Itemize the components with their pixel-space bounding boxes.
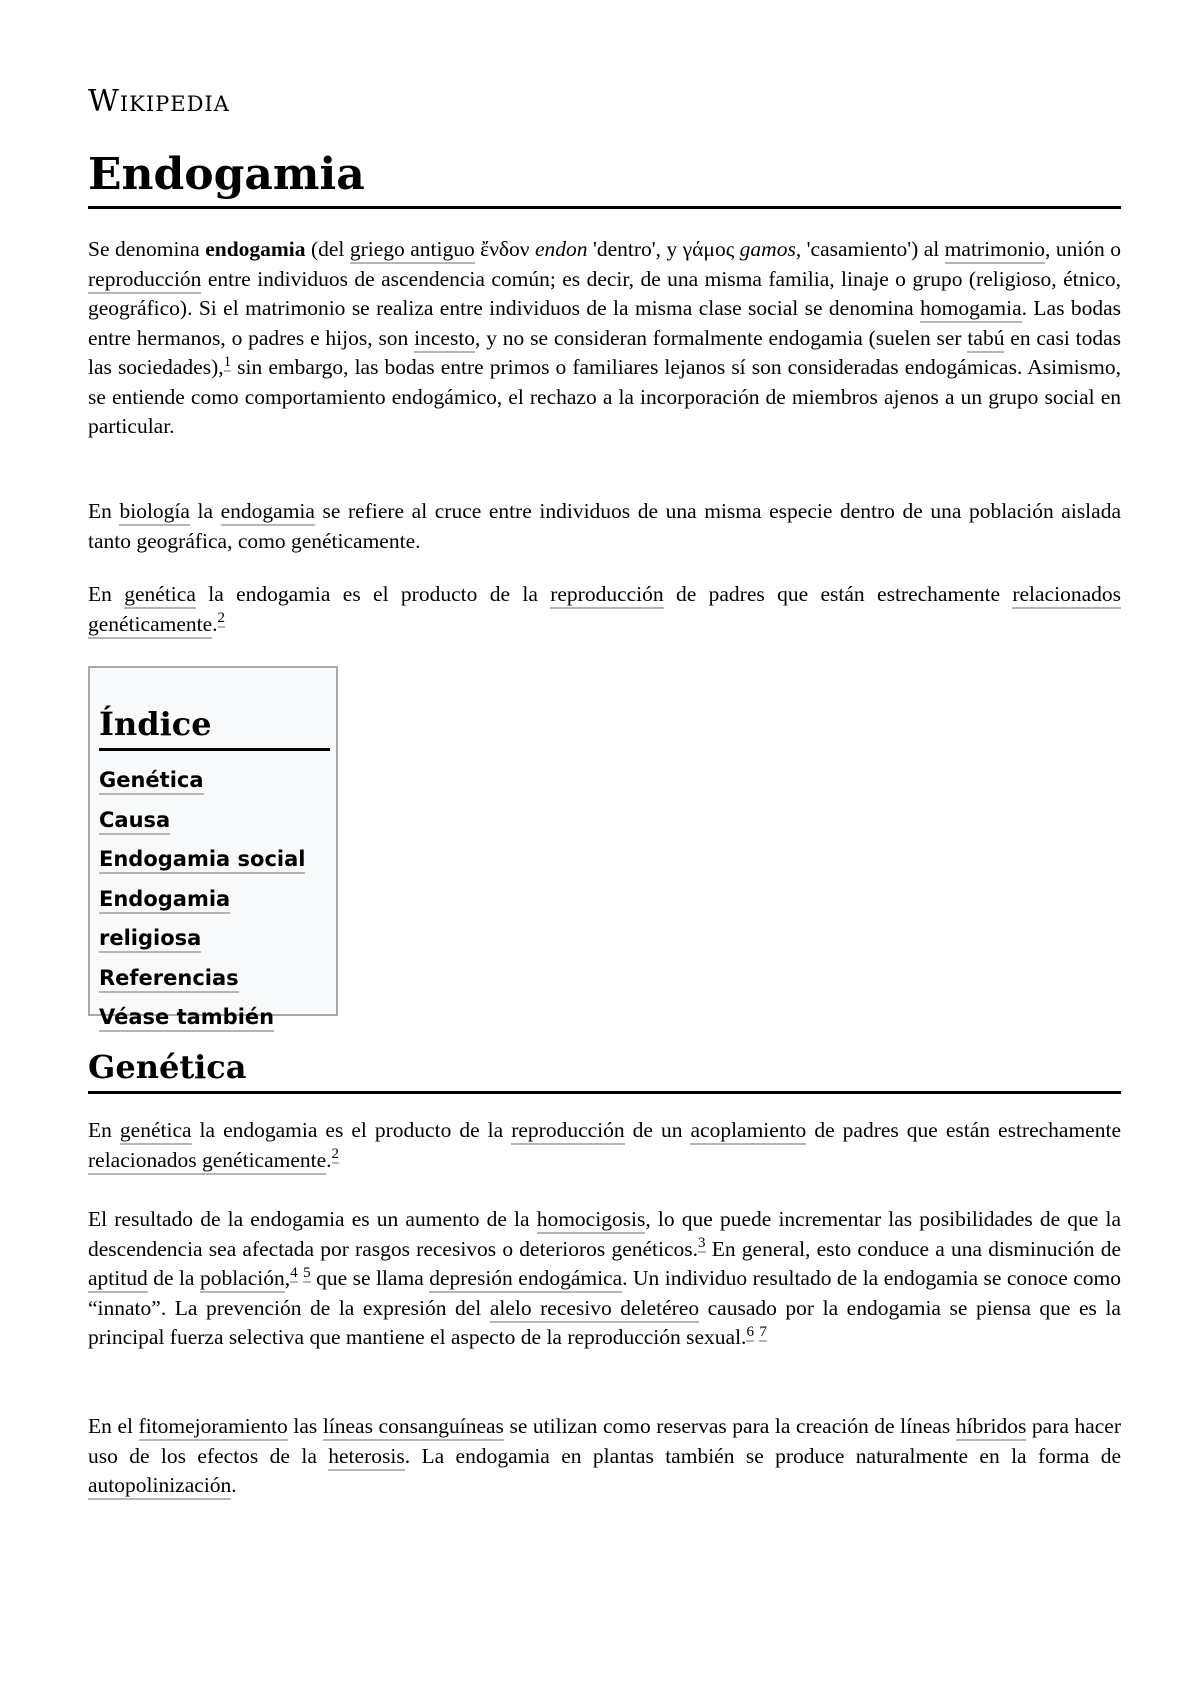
toc-item-endogamia-religiosa[interactable]	[99, 880, 330, 959]
section-heading-genetica: Genética	[88, 1046, 1121, 1094]
text-run: , y no se consideran formalmente endogamia (suelen ser	[475, 325, 968, 350]
link-relacionados-geneticamente[interactable]: relacionados genéticamente	[88, 1148, 326, 1175]
toc-item-label[interactable]: Endogamia religiosa	[99, 887, 230, 954]
link-relacionados-geneticamente[interactable]: relacionados genéticamente	[88, 582, 1121, 639]
reference-number[interactable]: 7	[759, 1323, 767, 1340]
text-run: la endogamia es el producto de la	[195, 582, 551, 606]
text-run: de padres que están estrechamente	[663, 582, 1013, 606]
text-run: (del	[305, 237, 350, 261]
text-run: causado por la endogamia se piensa que es la principal fuerza selectiva que mantiene el aspecto de la reproducción sexual.	[88, 1295, 1121, 1349]
toc-item-endogamia-social[interactable]	[99, 840, 330, 880]
text-run: .	[326, 1147, 332, 1172]
link-reproduccion[interactable]: reproducción	[550, 582, 663, 609]
link-genetica[interactable]: genética	[120, 1118, 192, 1145]
reference-number[interactable]: 3	[698, 1235, 706, 1252]
link-fitomejoramiento[interactable]: fitomejoramiento	[139, 1414, 288, 1441]
text-run: entre individuos de ascendencia común; es decir, de una misma familia, linaje o grupo (religioso, étnico, geográfico). Si el matrimonio se realiza entre individuos de la misma clase social se denomina	[88, 266, 1121, 320]
link-alelo-recesivo-deletereo[interactable]: alelo recesivo deletéreo	[490, 1296, 699, 1323]
toc-item-vease-tambien[interactable]	[99, 998, 330, 1038]
text-run: ,	[284, 1266, 291, 1290]
toc-item-label[interactable]: Causa	[99, 808, 170, 835]
genetica-paragraph-2	[88, 1205, 1121, 1353]
toc-item-genetica[interactable]	[99, 761, 330, 801]
reference-7[interactable]	[759, 1324, 767, 1342]
text-run: En el	[88, 1414, 139, 1438]
text-run: para hacer uso de los efectos de la	[88, 1414, 1121, 1468]
link-heterosis[interactable]: heterosis	[328, 1444, 404, 1471]
reference-3[interactable]	[698, 1235, 706, 1253]
text-run: Se denomina	[88, 237, 206, 261]
link-depresion-endogamica[interactable]: depresión endogámica	[429, 1266, 622, 1293]
link-aptitud[interactable]: aptitud	[88, 1266, 148, 1293]
text-run: de padres que están estrechamente	[806, 1118, 1121, 1142]
reference-number[interactable]: 1	[223, 353, 232, 370]
table-of-contents	[88, 666, 338, 1029]
genetica-paragraph-1	[88, 1116, 1121, 1175]
text-run: . La endogamia en plantas también se produce naturalmente en la forma de	[404, 1443, 1121, 1468]
reference-2[interactable]	[218, 610, 226, 628]
toc-item-label[interactable]: Véase también	[99, 1005, 274, 1032]
intro-paragraph-3	[88, 580, 1121, 639]
link-acoplamiento[interactable]: acoplamiento	[690, 1118, 806, 1145]
text-run: En general, esto conduce a una disminución de	[705, 1236, 1121, 1261]
text-run: .	[212, 611, 218, 636]
text-run: El resultado de la endogamia es un aumento de la	[88, 1207, 537, 1231]
reference-6[interactable]	[746, 1324, 754, 1342]
link-homocigosis[interactable]: homocigosis	[537, 1207, 646, 1234]
text-run: de un	[624, 1118, 691, 1142]
text-run: .	[231, 1473, 237, 1497]
reference-number[interactable]: 4	[290, 1264, 298, 1281]
reference-number[interactable]: 2	[331, 1146, 340, 1163]
link-matrimonio[interactable]: matrimonio	[945, 237, 1045, 264]
text-run: , lo que puede incrementar las posibilidades de que la descendencia sea afectada por rasgos recesivos o deterioros genéticos.	[88, 1207, 1121, 1261]
toc-item-label[interactable]: Genética	[99, 768, 204, 795]
text-run: sin embargo, las bodas entre primos o familiares lejanos sí son consideradas endogámicas. Asimismo, se entiende como comportamiento endogámico, el rechazo a la incorporación de miembros ajenos a un grupo social en particular.	[88, 355, 1121, 438]
link-homogamia[interactable]: homogamia	[920, 296, 1022, 323]
text-run: que se llama	[310, 1266, 430, 1290]
link-poblacion[interactable]: población	[200, 1266, 285, 1293]
link-endogamia[interactable]: endogamia	[221, 499, 315, 526]
toc-title: Índice	[99, 704, 330, 751]
link-griego-antiguo[interactable]: griego antiguo	[350, 237, 475, 264]
text-run: se utilizan como reservas para la creación de líneas	[503, 1414, 956, 1438]
link-lineas-consanguineas[interactable]: líneas consanguíneas	[323, 1414, 504, 1441]
reference-2[interactable]	[332, 1146, 340, 1164]
link-reproduccion[interactable]: reproducción	[511, 1118, 624, 1145]
link-hibridos[interactable]: híbridos	[956, 1414, 1026, 1441]
reference-1[interactable]	[224, 354, 232, 372]
italic-term: gamos	[739, 237, 796, 261]
wikipedia-logo[interactable]: Wikipedia	[88, 84, 230, 119]
text-run: ἔνδον	[474, 237, 535, 261]
link-genetica[interactable]: genética	[124, 582, 196, 609]
bold-term: endogamia	[205, 237, 306, 261]
text-run: En	[88, 582, 125, 606]
toc-list	[99, 761, 330, 1038]
genetica-paragraph-3	[88, 1412, 1121, 1501]
reference-number[interactable]: 6	[746, 1323, 754, 1340]
link-autopolinizacion[interactable]: autopolinización	[88, 1473, 231, 1500]
text-run: En	[88, 1118, 120, 1142]
text-run: , 'casamiento') al	[795, 237, 945, 261]
text-run: de la	[147, 1266, 200, 1290]
text-run: en casi todas las sociedades),	[88, 325, 1122, 379]
text-run: la endogamia es el producto de la	[191, 1118, 512, 1142]
toc-item-referencias[interactable]	[99, 959, 330, 999]
intro-paragraph-1	[88, 235, 1121, 442]
toc-item-label[interactable]: Referencias	[99, 966, 239, 993]
page-title: Endogamia	[88, 148, 1121, 209]
reference-4[interactable]	[290, 1265, 298, 1283]
reference-number[interactable]: 2	[217, 610, 226, 627]
text-run: se refiere al cruce entre individuos de una misma especie dentro de una población aislada tanto geográfica, como genéticamente.	[88, 499, 1121, 553]
link-tabu[interactable]: tabú	[967, 326, 1004, 353]
text-run: 'dentro', y γάμος	[587, 237, 740, 261]
text-run: . Las bodas entre hermanos, o padres e hijos, son	[88, 296, 1122, 350]
text-run: , unión o	[1045, 237, 1121, 261]
reference-5[interactable]	[303, 1265, 311, 1283]
link-incesto[interactable]: incesto	[414, 326, 475, 353]
text-run: la	[189, 499, 221, 523]
text-run: En	[88, 499, 120, 523]
intro-paragraph-2	[88, 497, 1121, 556]
link-biologia[interactable]: biología	[119, 499, 189, 526]
reference-number[interactable]: 5	[303, 1264, 311, 1281]
text-run: las	[287, 1414, 323, 1438]
text-run: . Un individuo resultado de la endogamia se conoce como “innato”. La prevención de la expresión del	[88, 1266, 1121, 1320]
italic-term: endon	[534, 237, 588, 261]
link-reproduccion[interactable]: reproducción	[88, 267, 201, 294]
toc-item-label[interactable]: Endogamia social	[99, 847, 305, 874]
toc-item-causa[interactable]	[99, 801, 330, 841]
